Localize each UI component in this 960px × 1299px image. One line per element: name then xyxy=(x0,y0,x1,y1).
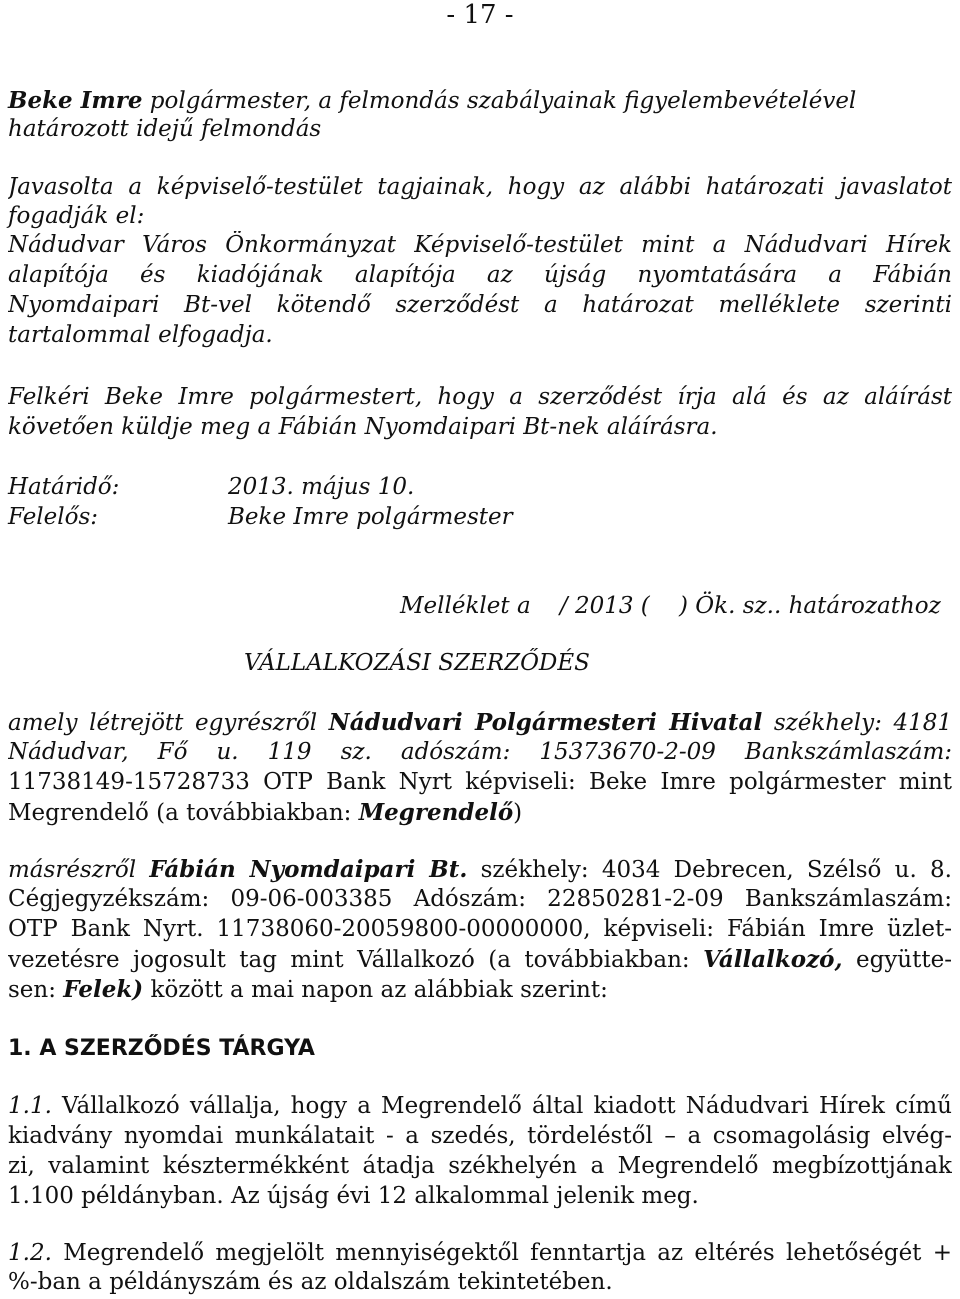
party2-role-continued: együtte- xyxy=(842,947,952,973)
clause-1-2-text: Megrendelő megjelölt mennyiségektől fenntartja az eltérés lehetőségét + xyxy=(63,1240,952,1266)
party1-line-1 xyxy=(8,708,952,737)
page-number: - 17 - xyxy=(446,0,514,30)
proposal-line-1: Javasolta a képviselő-testület tagjainak, hogy az alábbi határozati javaslatot xyxy=(8,174,952,200)
party2-intro: másrészről xyxy=(8,857,150,883)
party2-line-4 xyxy=(8,945,952,974)
party2-role-text: vezetésre jogosult tag mint Vállalkozó (a továbbiakban: xyxy=(8,947,704,973)
party1-role-close: ) xyxy=(513,800,523,826)
party1-name: Nádudvari Polgármesteri Hivatal xyxy=(328,709,763,736)
party2-name: Fábián Nyomdaipari Bt. xyxy=(149,856,468,883)
proposal-line-5: Nyomdaipari Bt-vel kötendő szerződést a határozat melléklete szerinti xyxy=(8,292,952,318)
clause-1-1-text: Vállalkozó vállalja, hogy a Megrendelő által kiadott Nádudvari Hírek című xyxy=(51,1093,952,1119)
clause-1-1-number: 1.1. xyxy=(8,1093,52,1119)
request-line-2: követően küldje meg a Fábián Nyomdaipari Bt-nek aláírásra. xyxy=(8,414,718,440)
responsible-row xyxy=(8,503,952,532)
deadline-label: Határidő: xyxy=(8,474,120,500)
clause-1-2-number: 1.2. xyxy=(8,1240,52,1266)
clause-1-1-line-4: 1.100 példányban. Az újság évi 12 alkalommal jelenik meg. xyxy=(8,1183,699,1209)
proposal-line-4: alapítója és kiadójának alapítója az újság nyomtatására a Fábián xyxy=(8,262,952,288)
party2-role: Vállalkozó, xyxy=(703,946,843,973)
party1-intro: amely létrejött egyrészről xyxy=(8,710,329,736)
party1-role: Megrendelő xyxy=(358,799,514,826)
responsible-label: Felelős: xyxy=(8,504,99,530)
deadline-value: 2013. május 10. xyxy=(228,474,415,500)
contract-title: VÁLLALKOZÁSI SZERZŐDÉS xyxy=(244,650,590,676)
party2-together: sen: xyxy=(8,977,64,1003)
party1-seat: székhely: 4181 xyxy=(762,710,952,736)
party1-line-2 xyxy=(8,738,952,767)
party1-address: Nádudvar, Fő u. 119 sz. adószám: 15373670-2-09 Bankszámlaszám: xyxy=(8,739,952,765)
proposal-line-3: Nádudvar Város Önkormányzat Képviselő-testület mint a Nádudvari Hírek xyxy=(8,232,952,258)
proposal-line-2: fogadják el: xyxy=(8,203,145,229)
responsible-value: Beke Imre polgármester xyxy=(228,504,513,530)
clause-1-2-line-2: %-ban a példányszám és az oldalszám tekintetében. xyxy=(8,1269,613,1295)
deadline-row xyxy=(8,473,952,502)
annex-reference: Melléklet a / 2013 ( ) Ök. sz.. határozathoz xyxy=(400,593,941,619)
party1-line-3: 11738149-15728733 OTP Bank Nyrt képviseli: Beke Imre polgármester mint xyxy=(8,769,952,795)
clause-1-1-line-3: zi, valamint késztermékként átadja székhelyén a Megrendelő megbízottjának xyxy=(8,1153,952,1179)
party2-line-2: Cégjegyzékszám: 09-06-003385 Adószám: 22850281-2-09 Bankszámlaszám: xyxy=(8,886,952,912)
section-1-title: 1. A SZERZŐDÉS TÁRGYA xyxy=(8,1036,315,1061)
proposal-line-6: tartalommal elfogadja. xyxy=(8,322,273,348)
party2-line-5 xyxy=(8,975,952,1005)
party2-closing: között a mai napon az alábbiak szerint: xyxy=(143,977,608,1003)
party2-line-1 xyxy=(8,855,952,884)
parties-label: Felek) xyxy=(63,976,144,1003)
request-line-1: Felkéri Beke Imre polgármestert, hogy a szerződést írja alá és az aláírást xyxy=(8,384,952,410)
intro-line-1-text: polgármester, a felmondás szabályainak figyelembevételével xyxy=(142,88,857,114)
clause-1-1-line-1 xyxy=(8,1092,952,1121)
party1-role-text: Megrendelő (a továbbiakban: xyxy=(8,800,359,826)
mayor-name: Beke Imre xyxy=(8,87,143,114)
party2-line-3: OTP Bank Nyrt. 11738060-20059800-00000000, képviseli: Fábián Imre üzlet- xyxy=(8,916,952,942)
party1-line-4 xyxy=(8,798,952,828)
intro-line-1 xyxy=(8,86,952,116)
party2-seat: székhely: 4034 Debrecen, Szélső u. 8. xyxy=(467,857,952,883)
intro-line-2: határozott idejű felmondás xyxy=(8,116,322,142)
clause-1-1-line-2: kiadvány nyomdai munkálatait - a szedés, tördeléstől – a csomagolásig elvég- xyxy=(8,1123,952,1149)
clause-1-2-line-1 xyxy=(8,1239,952,1268)
